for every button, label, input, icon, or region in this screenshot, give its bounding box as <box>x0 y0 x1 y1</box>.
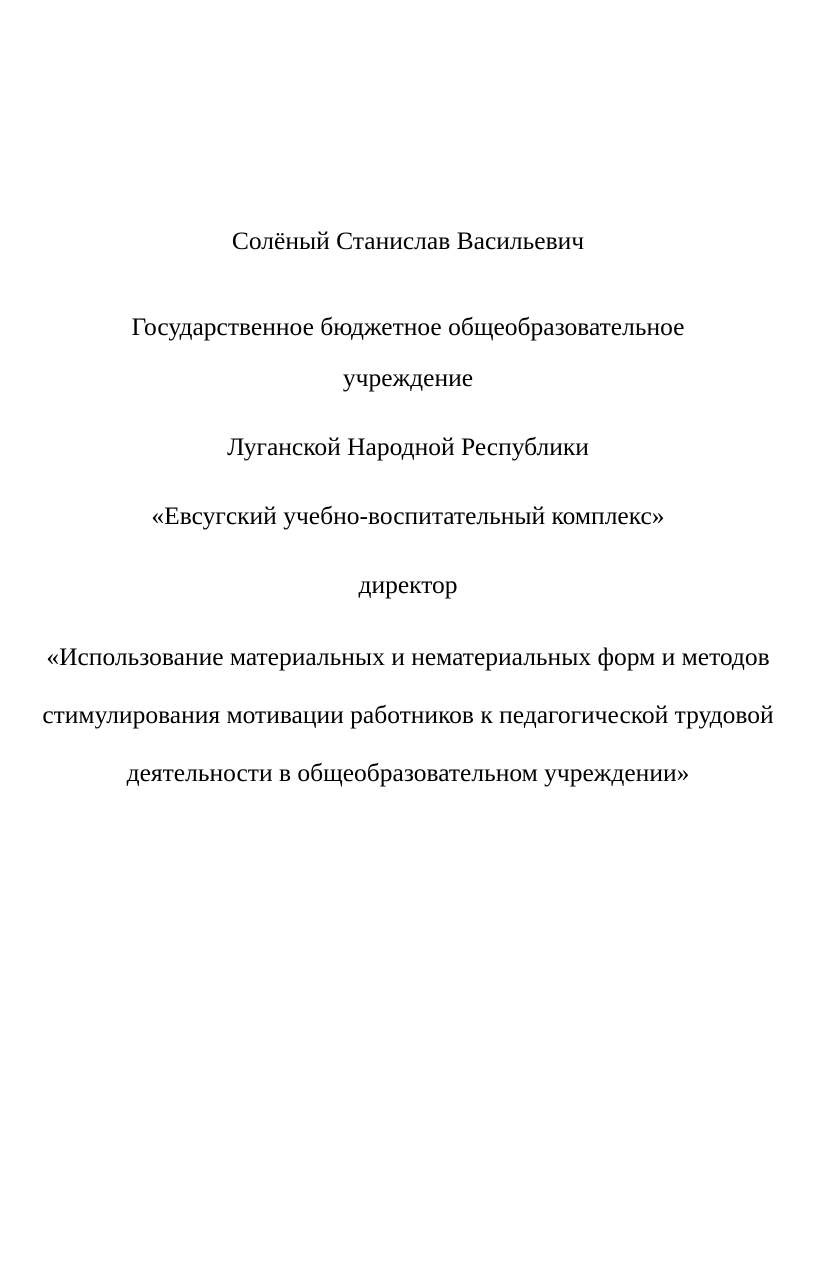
spacer-after-institution <box>18 403 798 421</box>
spacer-after-name <box>18 541 798 559</box>
spacer-after-region <box>18 472 798 490</box>
spacer-after-author <box>18 254 798 301</box>
institution-name-block <box>18 490 798 541</box>
institution-name: «Евсугский учебно-воспитательный комплекс» <box>151 500 665 530</box>
institution-block <box>18 301 798 403</box>
work-title-block <box>18 628 798 802</box>
institution-region: Луганской Народной Республики <box>227 431 589 461</box>
author-name: Солёный Станислав Васильевич <box>231 226 585 255</box>
region-block <box>18 421 798 472</box>
spacer-after-position <box>18 610 798 628</box>
institution-line-1: Государственное бюджетное общеобразовательное <box>131 311 685 341</box>
author-block <box>18 228 798 254</box>
title-page-content <box>0 228 816 802</box>
author-position: директор <box>358 569 458 599</box>
work-title: «Использование материальных и нематериальных форм и методов стимулирования мотивации работников к педагогической трудовой деятельности в общеобразовательном учреждении» <box>42 641 774 787</box>
institution-line-2: учреждение <box>342 362 474 392</box>
position-block <box>18 559 798 610</box>
